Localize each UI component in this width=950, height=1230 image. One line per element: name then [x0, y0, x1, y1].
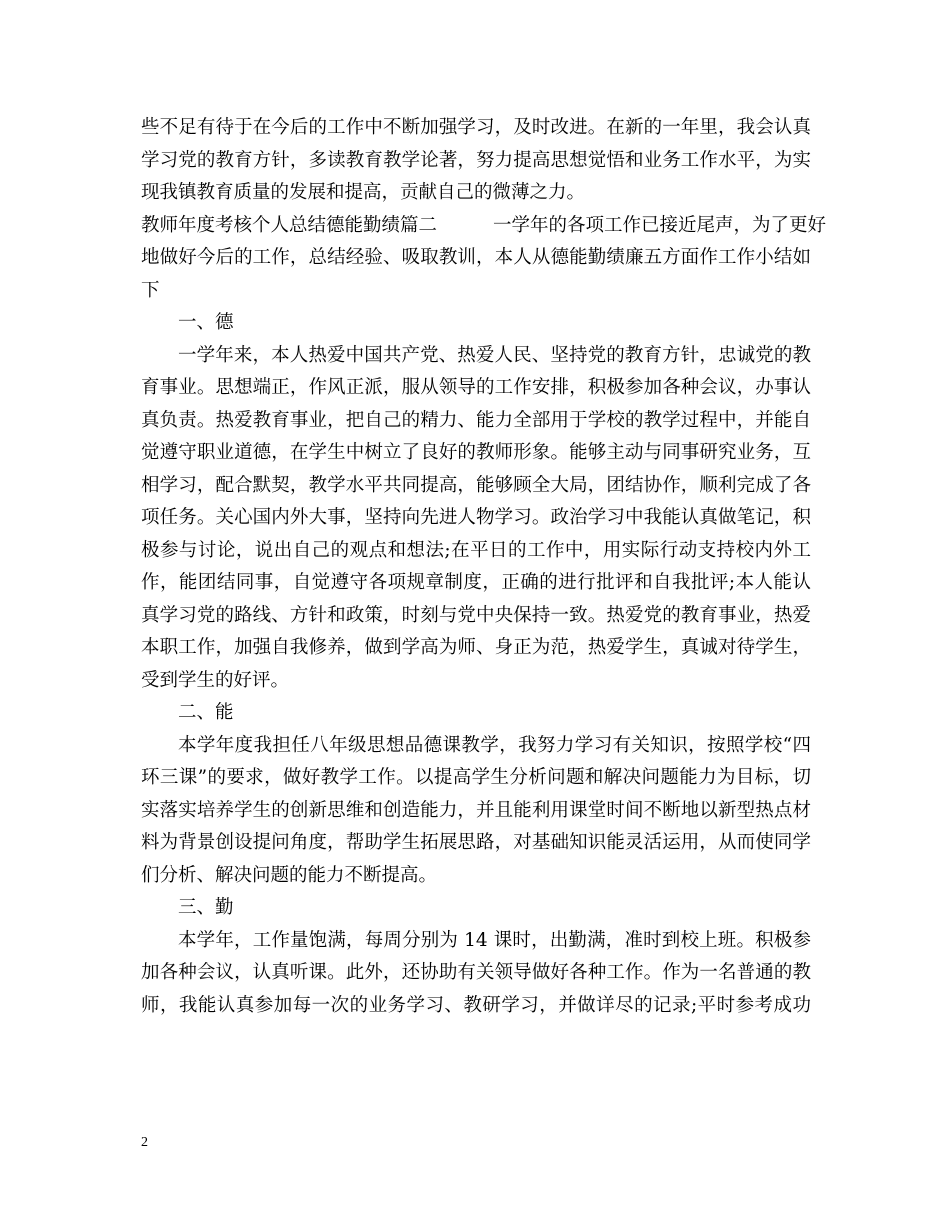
subsection-heading: 二、能	[178, 702, 234, 723]
text-line: 些不足有待于在今后的工作中不断加强学习，及时改进。在新的一年里，我会认真	[141, 117, 811, 138]
text-line: 本职工作，加强自我修养，做到学高为师、身正为范，热爱学生，真诚对待学生，	[141, 637, 811, 658]
section-heading-line	[141, 210, 827, 243]
text-line: 学习党的教育方针，多读教育教学论著，努力提高思想觉悟和业务工作水平，为实	[141, 149, 811, 171]
text-line: 环三课”的要求，做好教学工作。以提高学生分析问题和解决问题能力为目标，切	[141, 767, 811, 788]
document-body	[141, 112, 827, 1022]
text-line: 下	[141, 279, 160, 301]
text-line: 本学年度我担任八年级思想品德课教学，我努力学习有关知识，按照学校“四	[178, 734, 811, 756]
text-line: 地做好今后的工作，总结经验、吸取教训，本人从德能勤绩廉五方面作工作小结如	[141, 247, 811, 268]
text-line: 师，我能认真参加每一次的业务学习、教研学习，并做详尽的记录;平时参考成功	[141, 994, 811, 1016]
text-line: 受到学生的好评。	[141, 669, 290, 691]
text-line: 一学年来，本人热爱中国共产党、热爱人民、坚持党的教育方针，忠诚党的教	[178, 344, 811, 366]
text-line: 作，能团结同事，自觉遵守各项规章制度，正确的进行批评和自我批评;本人能认	[141, 572, 811, 593]
heading-tail-text: 一学年的各项工作已接近尾声，为了更好	[493, 214, 827, 236]
text-line: 觉遵守职业道德，在学生中树立了良好的教师形象。能够主动与同事研究业务，互	[141, 442, 811, 463]
page-number: 2	[141, 1135, 148, 1150]
subsection-heading: 一、德	[178, 312, 234, 333]
text-line: 真学习党的路线、方针和政策，时刻与党中央保持一致。热爱党的教育事业，热爱	[141, 604, 811, 626]
text-line: 相学习，配合默契，教学水平共同提高，能够顾全大局，团结协作，顺利完成了各	[141, 474, 811, 496]
text-line: 料为背景创设提问角度，帮助学生拓展思路，对基础知识能灵活运用，从而使同学	[141, 832, 811, 853]
text-line: 项任务。关心国内外大事，坚持向先进人物学习。政治学习中我能认真做笔记，积	[141, 507, 811, 528]
text-line: 育事业。思想端正，作风正派，服从领导的工作安排，积极参加各种会议，办事认	[141, 377, 811, 398]
text-line: 真负责。热爱教育事业，把自己的精力、能力全部用于学校的教学过程中，并能自	[141, 409, 811, 431]
text-line: 们分析、解决问题的能力不断提高。	[141, 864, 438, 886]
section-heading: 教师年度考核个人总结德能勤绩篇二	[141, 214, 438, 236]
text-line: 加各种会议，认真听课。此外，还协助有关领导做好各种工作。作为一名普通的教	[141, 962, 811, 983]
text-line: 实落实培养学生的创新思维和创造能力，并且能利用课堂时间不断地以新型热点材	[141, 799, 811, 821]
text-line: 本学年，工作量饱满，每周分别为 14 课时，出勤满，准时到校上班。积极参	[178, 929, 811, 951]
subsection-heading: 三、勤	[178, 897, 234, 918]
text-line: 现我镇教育质量的发展和提高，贡献自己的微薄之力。	[141, 182, 586, 203]
text-line: 极参与讨论，说出自己的观点和想法;在平日的工作中，用实际行动支持校内外工	[141, 539, 811, 561]
